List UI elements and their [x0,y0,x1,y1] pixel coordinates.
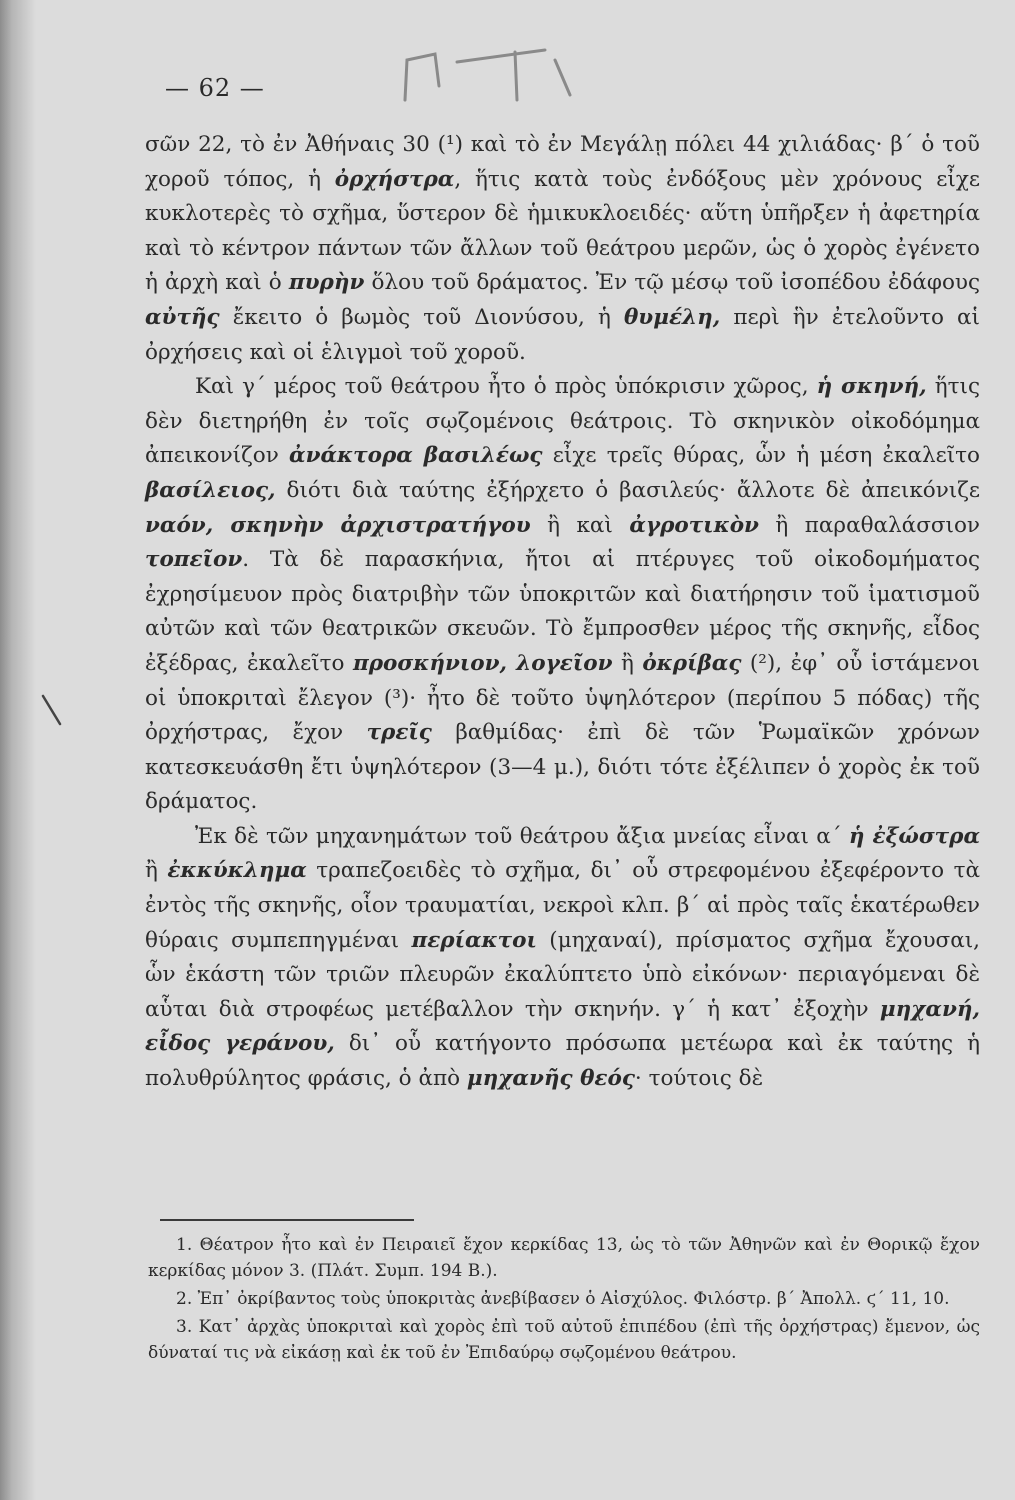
term-pyren: πυρὴν [288,270,365,296]
term-skene: ἡ σκηνή, [816,374,927,400]
term-thymele: θυμέλη, [623,304,721,330]
text-run: , ἥτις κατὰ τοὺς ἐνδόξους μὲν χρόνους εἶχε κυκλοτερὲς τὸ σχῆμα, ὕστερον δὲ ἡμικυκλοειδές· αὕτη ὑπῆρξεν ἡ ἀφετηρία καὶ τὸ κέντρον πάντων τῶν ἄλλων τοῦ θεάτρου μερῶν, ὡς ὁ χορὸς ἐγένετο ἡ ἀρχὴ καὶ ὁ [145,166,980,296]
text-run: βαθμίδας· ἐπὶ δὲ τῶν Ῥωμαϊκῶν χρόνων κατεσκευάσθη ἔτι ὑψηλότερον (3—4 μ.), διότι τότε ἐξέλιπεν ὁ χορὸς ἐκ τοῦ δράματος. [145,720,980,815]
text-run: Ἐκ δὲ τῶν μηχανημάτων τοῦ θεάτρου ἄξια μνείας εἶναι α΄ [195,823,849,849]
text-run: δι᾽ οὗ κατήγοντο πρόσωπα μετέωρα καὶ ἐκ ταύτης ἡ πολυθρύλητος φράσις, ὁ ἀπὸ [145,1031,980,1092]
text-run: σῶν 22, τὸ ἐν Ἀθήναις 30 (¹) καὶ τὸ ἐν Μεγάλῃ πόλει 44 χιλιάδας· β΄ ὁ τοῦ χοροῦ τόπος, ἡ [145,132,980,192]
text-run: (μηχαναί), πρίσματος σχῆμα ἔχουσαι, ὧν ἑκάστη τῶν τριῶν πλευρῶν ἐκαλύπτετο ὑπὸ εἰκόνων· περιαγόμεναι δὲ αὗται διὰ στροφέως μετέβαλλον τὴν σκηνήν. γ΄ ἡ κατ᾽ ἐξοχὴν [145,927,980,1022]
handwritten-scribble-mark [395,40,585,110]
text-run: διότι διὰ ταύτης ἐξήρχετο ὁ βασιλεύς· ἄλλοτε δὲ ἀπεικόνιζε [275,477,980,503]
footnote-3: 3. Κατ᾽ ἀρχὰς ὑποκριταὶ καὶ χορὸς ἐπὶ τοῦ αὐτοῦ ἐπιπέδου (ἐπὶ τῆς ὀρχήστρας) ἔμενον, ὡς δύναταί τις νὰ εἰκάσῃ καὶ ἐκ τοῦ ἐν Ἐπιδαύρῳ σῳζομένου θεάτρου. [148,1317,980,1363]
footnote-divider [160,1219,414,1221]
main-text [145,128,980,1097]
term-naon: ναόν, σκηνὴν ἀρχιστρατήγου [145,512,531,538]
term-ekkyklema: ἐκκύκλημα [167,858,307,884]
term-treis: τρεῖς [366,720,432,746]
text-run: ἥτις δὲν διετηρήθη ἐν τοῖς σῳζομένοις θεάτροις. Τὸ σκηνικὸν οἰκοδόμημα ἀπεικονίζον [145,374,980,469]
paragraph-3 [145,820,980,1097]
term-exostra: ἡ ἐξώστρα [848,823,980,849]
term-orchestra: ὀρχήστρα [334,166,455,192]
margin-pencil-mark [38,690,68,730]
text-run: . Τὰ δὲ παρασκήνια, ἤτοι αἱ πτέρυγες τοῦ οἰκοδομήματος ἐχρησίμευον πρὸς διατριβὴν τῶν ὑποκριτῶν καὶ διατήρησιν τοῦ ἱματισμοῦ αὐτῶν καὶ τῶν θεατρικῶν σκευῶν. Τὸ ἔμπροσθεν μέρος τῆς σκηνῆς, εἶδος ἐξέδρας, ἐκαλεῖτο [145,547,980,676]
text-run: ὅλου τοῦ δράματος. Ἐν τῷ μέσῳ τοῦ ἰσοπέδου ἐδάφους [364,270,981,296]
text-run: ἢ [612,650,643,676]
term-agrotikon: ἀγροτικὸν [629,512,759,538]
text-run: · τούτοις δὲ [634,1066,764,1092]
text-run: ἢ [145,858,168,884]
paragraph-2 [145,370,980,820]
text-run: περὶ ἣν ἐτελοῦντο αἱ ὀρχήσεις καὶ οἱ ἑλιγμοὶ τοῦ χοροῦ. [145,304,980,365]
footnotes [148,1232,980,1368]
text-run: εἶχε τρεῖς θύρας, ὧν ἡ μέση ἐκαλεῖτο [542,443,981,469]
footnote-2: 2. Ἐπ᾽ ὀκρίβαντος τοὺς ὑποκριτὰς ἀνεβίβασεν ὁ Αἰσχύλος. Φιλόστρ. β΄ Ἀπολλ. ϛ΄ 11, 10. [176,1289,950,1309]
paragraph-1 [145,128,980,370]
term-deus-ex-machina: μηχανῆς θεός [466,1066,635,1092]
term-proskenion: προσκήνιον, λογεῖον [352,650,613,676]
text-run: ἔκειτο ὁ βωμὸς τοῦ Διονύσου, ἡ [219,304,624,330]
term-periaktoi: περίακτοι [411,927,537,953]
term-basileios: βασίλειος, [145,477,276,503]
text-run: ἢ παραθαλάσσιον [758,512,980,538]
text-run: Καὶ γ΄ μέρος τοῦ θεάτρου ἦτο ὁ πρὸς ὑπόκρισιν χῶρος, [195,374,817,400]
term-topeion: τοπεῖον [145,547,243,573]
text-run: τραπεζοειδὲς τὸ σχῆμα, δι᾽ οὗ στρεφομένου ἐξεφέροντο τὰ ἐντὸς τῆς σκηνῆς, οἷον τραυματίαι, νεκροὶ κλπ. β΄ αἱ πρὸς ταῖς ἑκατέρωθεν θύραις συμπεπηγμέναι [145,858,981,953]
page-number: — 62 — [165,74,265,102]
page-binding-shadow [0,0,36,1500]
term-okribas: ὀκρίβας [642,650,742,676]
term-anaktora: ἀνάκτορα βασιλέως [289,443,543,469]
term-autes: αὐτῆς [145,304,220,330]
text-run: (²), ἐφ᾽ οὗ ἱστάμενοι οἱ ὑποκριταὶ ἔλεγον (³)· ἦτο δὲ τοῦτο ὑψηλότερον (περίπου 5 πόδας) τῆς ὀρχήστρας, ἔχον [145,650,980,746]
term-mechane: μηχανή, εἶδος γεράνου, [145,996,980,1057]
text-run: ἢ καὶ [530,512,630,538]
footnote-1: 1. Θέατρον ἦτο καὶ ἐν Πειραιεῖ ἔχον κερκίδας 13, ὡς τὸ τῶν Ἀθηνῶν καὶ ἐν Θορικῷ ἔχον κερκίδας μόνον 3. (Πλάτ. Συμπ. 194 Β.). [148,1235,980,1281]
